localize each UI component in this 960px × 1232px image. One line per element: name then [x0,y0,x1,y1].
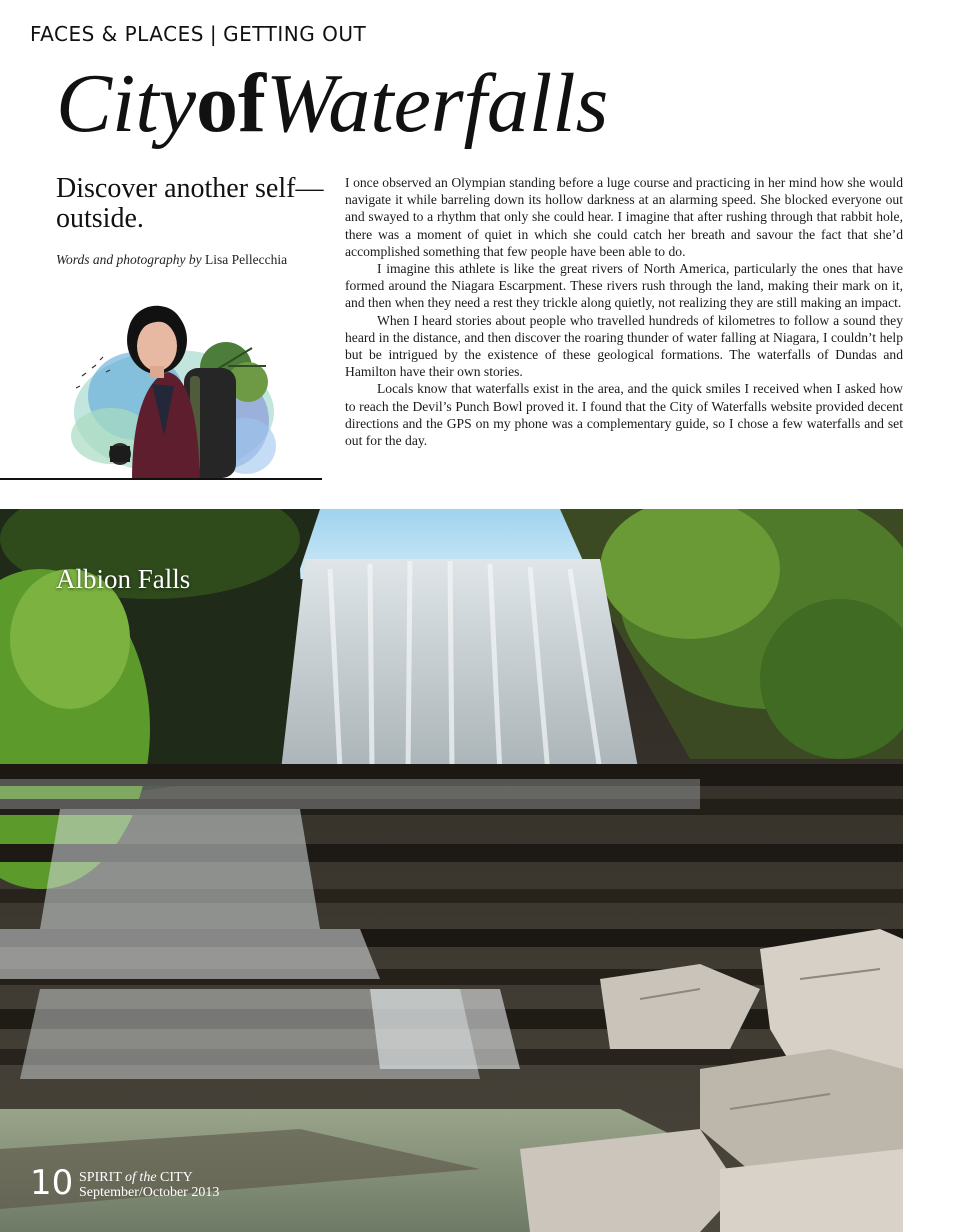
section-separator: | [209,22,218,46]
publication-info [79,1170,219,1200]
author-portrait [56,296,296,480]
article-subtitle: Discover another self—outside. [56,173,324,234]
title-part-waterfalls: Waterfalls [265,57,609,150]
article-title [56,57,609,150]
body-paragraph: Locals know that waterfalls exist in the area, and the quick smiles I received when I asked how to reach the Devil’s Punch Bowl proved it. I found that the City of Waterfalls website provided decent directions and the GPS on my phone was a complementary guide, so I chose a few waterfalls and set out for the day. [345,381,903,449]
section-divider [0,478,322,480]
body-paragraph: I imagine this athlete is like the great rivers of North America, particularly the ones that have formed around the Niagara Escarpment. These rivers rush through the land, making their mark on it, and then when they need a rest they trickle along quietly, not realizing they are still making an impact. [345,261,903,311]
pub-name-part2: of the [125,1170,157,1185]
section-header [30,22,366,46]
publication-name [79,1170,219,1185]
issue-date: September/October 2013 [79,1185,220,1200]
byline-prefix: Words and photography by [56,252,202,267]
body-paragraph: I once observed an Olympian standing before a luge course and practicing in her mind how she would navigate it while barreling down its hollow darkness at an alarming speed. She blocked everyone out and swayed to a rhythm that only she could hear. I imagine that after rushing through that rabbit hole, there was a moment of quiet in which she could catch her breath and savour the fact that she’d accomplished something that few people have been able to do. [345,175,903,259]
pub-name-part3: CITY [156,1170,193,1185]
title-part-of: of [196,57,266,150]
byline-author: Lisa Pellecchia [205,252,288,267]
page-number: 10 [30,1163,74,1203]
section-name: FACES & PLACES [30,22,204,46]
byline [56,252,287,268]
albion-falls-photo [0,509,903,1232]
pub-name-part1: SPIRIT [79,1170,126,1185]
body-paragraph: When I heard stories about people who travelled hundreds of kilometres to follow a sound they heard in the distance, and then discover the roaring thunder of water falling at Niagara, I couldn’t help but be intrigued by the existence of these geological formations. The waterfalls of Dundas and Hamilton have their own stories. [345,312,903,380]
subsection-name: GETTING OUT [223,22,367,46]
title-part-city: City [56,57,196,150]
article-body [345,174,903,449]
photo-caption: Albion Falls [56,564,191,594]
